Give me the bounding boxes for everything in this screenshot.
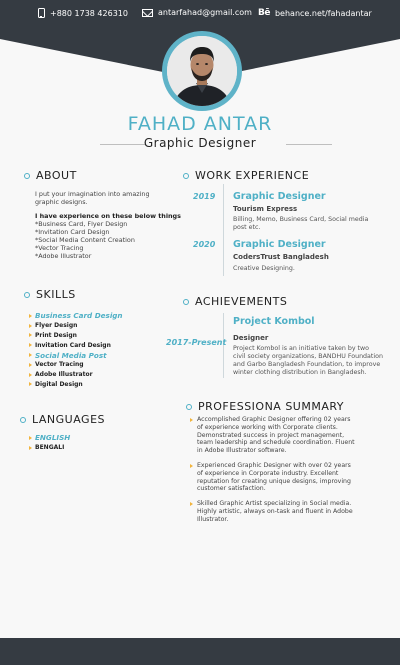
about-item: *Vector Tracing (35, 244, 84, 252)
bullet-icon (29, 373, 32, 377)
bullet-icon (29, 363, 32, 367)
behance-text[interactable]: behance.net/fahadantar (274, 8, 372, 18)
achievement-title: Project Kombol (233, 316, 315, 327)
achievement-description-line: civil society organizations, BANDHU Foundation (233, 353, 383, 360)
behance-icon: Bē (258, 8, 270, 18)
about-body (35, 190, 181, 260)
work-heading (183, 169, 309, 182)
skill-item (29, 370, 123, 380)
profile-photo-frame (162, 31, 242, 111)
skill-item (29, 321, 123, 331)
phone-icon (38, 8, 45, 18)
summary-heading-text: PROFESSIONA SUMMARY (198, 400, 345, 413)
about-heading (24, 169, 77, 182)
summary-heading (186, 400, 344, 413)
bullet-icon (29, 324, 32, 328)
work-year: 2020 (193, 240, 216, 249)
skill-item (29, 380, 123, 390)
about-experience-heading: I have experience on these below things (35, 212, 181, 220)
bullet-icon (29, 353, 32, 357)
work-timeline (223, 184, 224, 276)
contact-phone (38, 8, 128, 18)
summary-line: of experience working with Corporate clients. (197, 423, 338, 431)
languages-list (29, 433, 70, 453)
work-company: CodersTrust Bangladesh (233, 253, 329, 261)
summary-line: Illustrator. (197, 515, 229, 523)
work-description-line: post etc. (233, 224, 261, 231)
bullet-icon (190, 502, 193, 506)
summary-line: of experience in Corporate industry. Excellent (197, 469, 339, 477)
language-label: ENGLISH (35, 433, 71, 443)
achievement-description-line: and Garbo Bangladesh Foundation, to improve (233, 361, 381, 368)
achievement-period: 2017-Present (166, 338, 227, 347)
achievements-heading (183, 295, 287, 308)
mail-icon (142, 9, 153, 17)
skill-label: Flyer Design (35, 322, 78, 330)
about-item: *Social Media Content Creation (35, 236, 135, 244)
skill-label: Print Design (35, 331, 77, 339)
section-bullet-icon (24, 173, 30, 179)
skills-heading (24, 288, 76, 301)
language-item (29, 433, 70, 443)
work-company: Tourism Express (233, 205, 298, 213)
title-divider-right (286, 144, 332, 145)
candidate-name: FAHAD ANTAR (127, 113, 273, 135)
about-item: *Business Card, Flyer Design (35, 220, 128, 228)
section-bullet-icon (183, 299, 189, 305)
skill-label: Social Media Post (35, 350, 107, 360)
about-intro-line: I put your imagination into amazing (35, 190, 150, 198)
bullet-icon (190, 418, 193, 422)
phone-text: +880 1738 426310 (50, 8, 128, 18)
skill-item (29, 360, 123, 370)
work-heading-text: WORK EXPERIENCE (195, 169, 310, 182)
achievement-role: Designer (233, 334, 269, 342)
summary-line: Accomplished Graphic Designer offering 02 years (197, 416, 351, 423)
summary-item (190, 416, 360, 455)
skills-heading-text: SKILLS (36, 288, 76, 301)
achievements-heading-text: ACHIEVEMENTS (195, 295, 288, 308)
work-title: Graphic Designer (233, 191, 326, 202)
skill-item (29, 331, 123, 341)
bullet-icon (29, 382, 32, 386)
bullet-icon (29, 333, 32, 337)
summary-text (197, 462, 351, 493)
work-description (233, 216, 368, 232)
email-text[interactable]: antarfahad@gmail.com (158, 8, 252, 17)
skill-label: Business Card Design (35, 311, 123, 321)
summary-text (197, 416, 355, 455)
bullet-icon (29, 446, 32, 450)
summary-line: Skilled Graphic Artist specializing in Social media. (197, 500, 352, 508)
section-bullet-icon (183, 173, 189, 179)
language-label: BENGALI (35, 444, 65, 452)
work-description-line: Billing, Memo, Business Card, Social media (233, 216, 369, 223)
bullet-icon (29, 436, 32, 440)
languages-heading (20, 413, 105, 426)
achievement-description-line: winter clothing distribution in Bangladesh. (233, 369, 367, 376)
contact-behance[interactable] (258, 8, 372, 18)
candidate-title: Graphic Designer (143, 136, 257, 150)
skill-item (29, 350, 123, 360)
summary-list (190, 416, 360, 531)
work-description-line: Creative Designing. (233, 265, 295, 272)
about-heading-text: ABOUT (36, 169, 77, 182)
achievement-description-line: Project Kombol is an initiative taken by two (233, 345, 370, 352)
summary-item (190, 462, 360, 493)
contact-email[interactable] (142, 8, 252, 17)
work-description (233, 265, 295, 273)
languages-heading-text: LANGUAGES (32, 413, 105, 426)
achievement-description (233, 345, 383, 377)
summary-line: Experienced Graphic Designer with over 02 years (197, 461, 351, 469)
skill-label: Digital Design (35, 380, 83, 388)
work-title: Graphic Designer (233, 239, 326, 250)
skill-item (29, 311, 123, 321)
summary-line: team leadership and schedule coordination. Fluent (197, 439, 355, 447)
skill-label: Adobe Illustrator (35, 371, 93, 379)
bullet-icon (29, 314, 32, 318)
summary-line: in Adobe Illustrator software. (197, 447, 287, 455)
footer-bar (0, 638, 400, 665)
profile-photo (167, 36, 237, 106)
summary-line: Highly artistic, always on-task and fluent in Adobe (197, 507, 353, 515)
skill-label: Vector Tracing (35, 361, 84, 369)
summary-text (197, 500, 353, 523)
skills-list (29, 311, 123, 389)
about-intro-line: graphic designs. (35, 198, 88, 206)
about-item: *Adobe Illustrator (35, 252, 92, 260)
language-item (29, 443, 70, 453)
bullet-icon (29, 343, 32, 347)
summary-line: reputation for creating unique designs, improving (197, 477, 351, 485)
summary-line: Demonstrated success in project management, (197, 431, 345, 439)
profile-portrait (167, 36, 237, 106)
skill-item (29, 340, 123, 350)
section-bullet-icon (186, 404, 192, 410)
work-year: 2019 (193, 192, 216, 201)
bullet-icon (190, 464, 193, 468)
about-item: *Invitation Card Design (35, 228, 110, 236)
section-bullet-icon (24, 292, 30, 298)
summary-item (190, 500, 360, 523)
summary-line: customer satisfaction. (197, 485, 266, 493)
section-bullet-icon (20, 417, 26, 423)
skill-label: Invitation Card Design (35, 341, 111, 349)
